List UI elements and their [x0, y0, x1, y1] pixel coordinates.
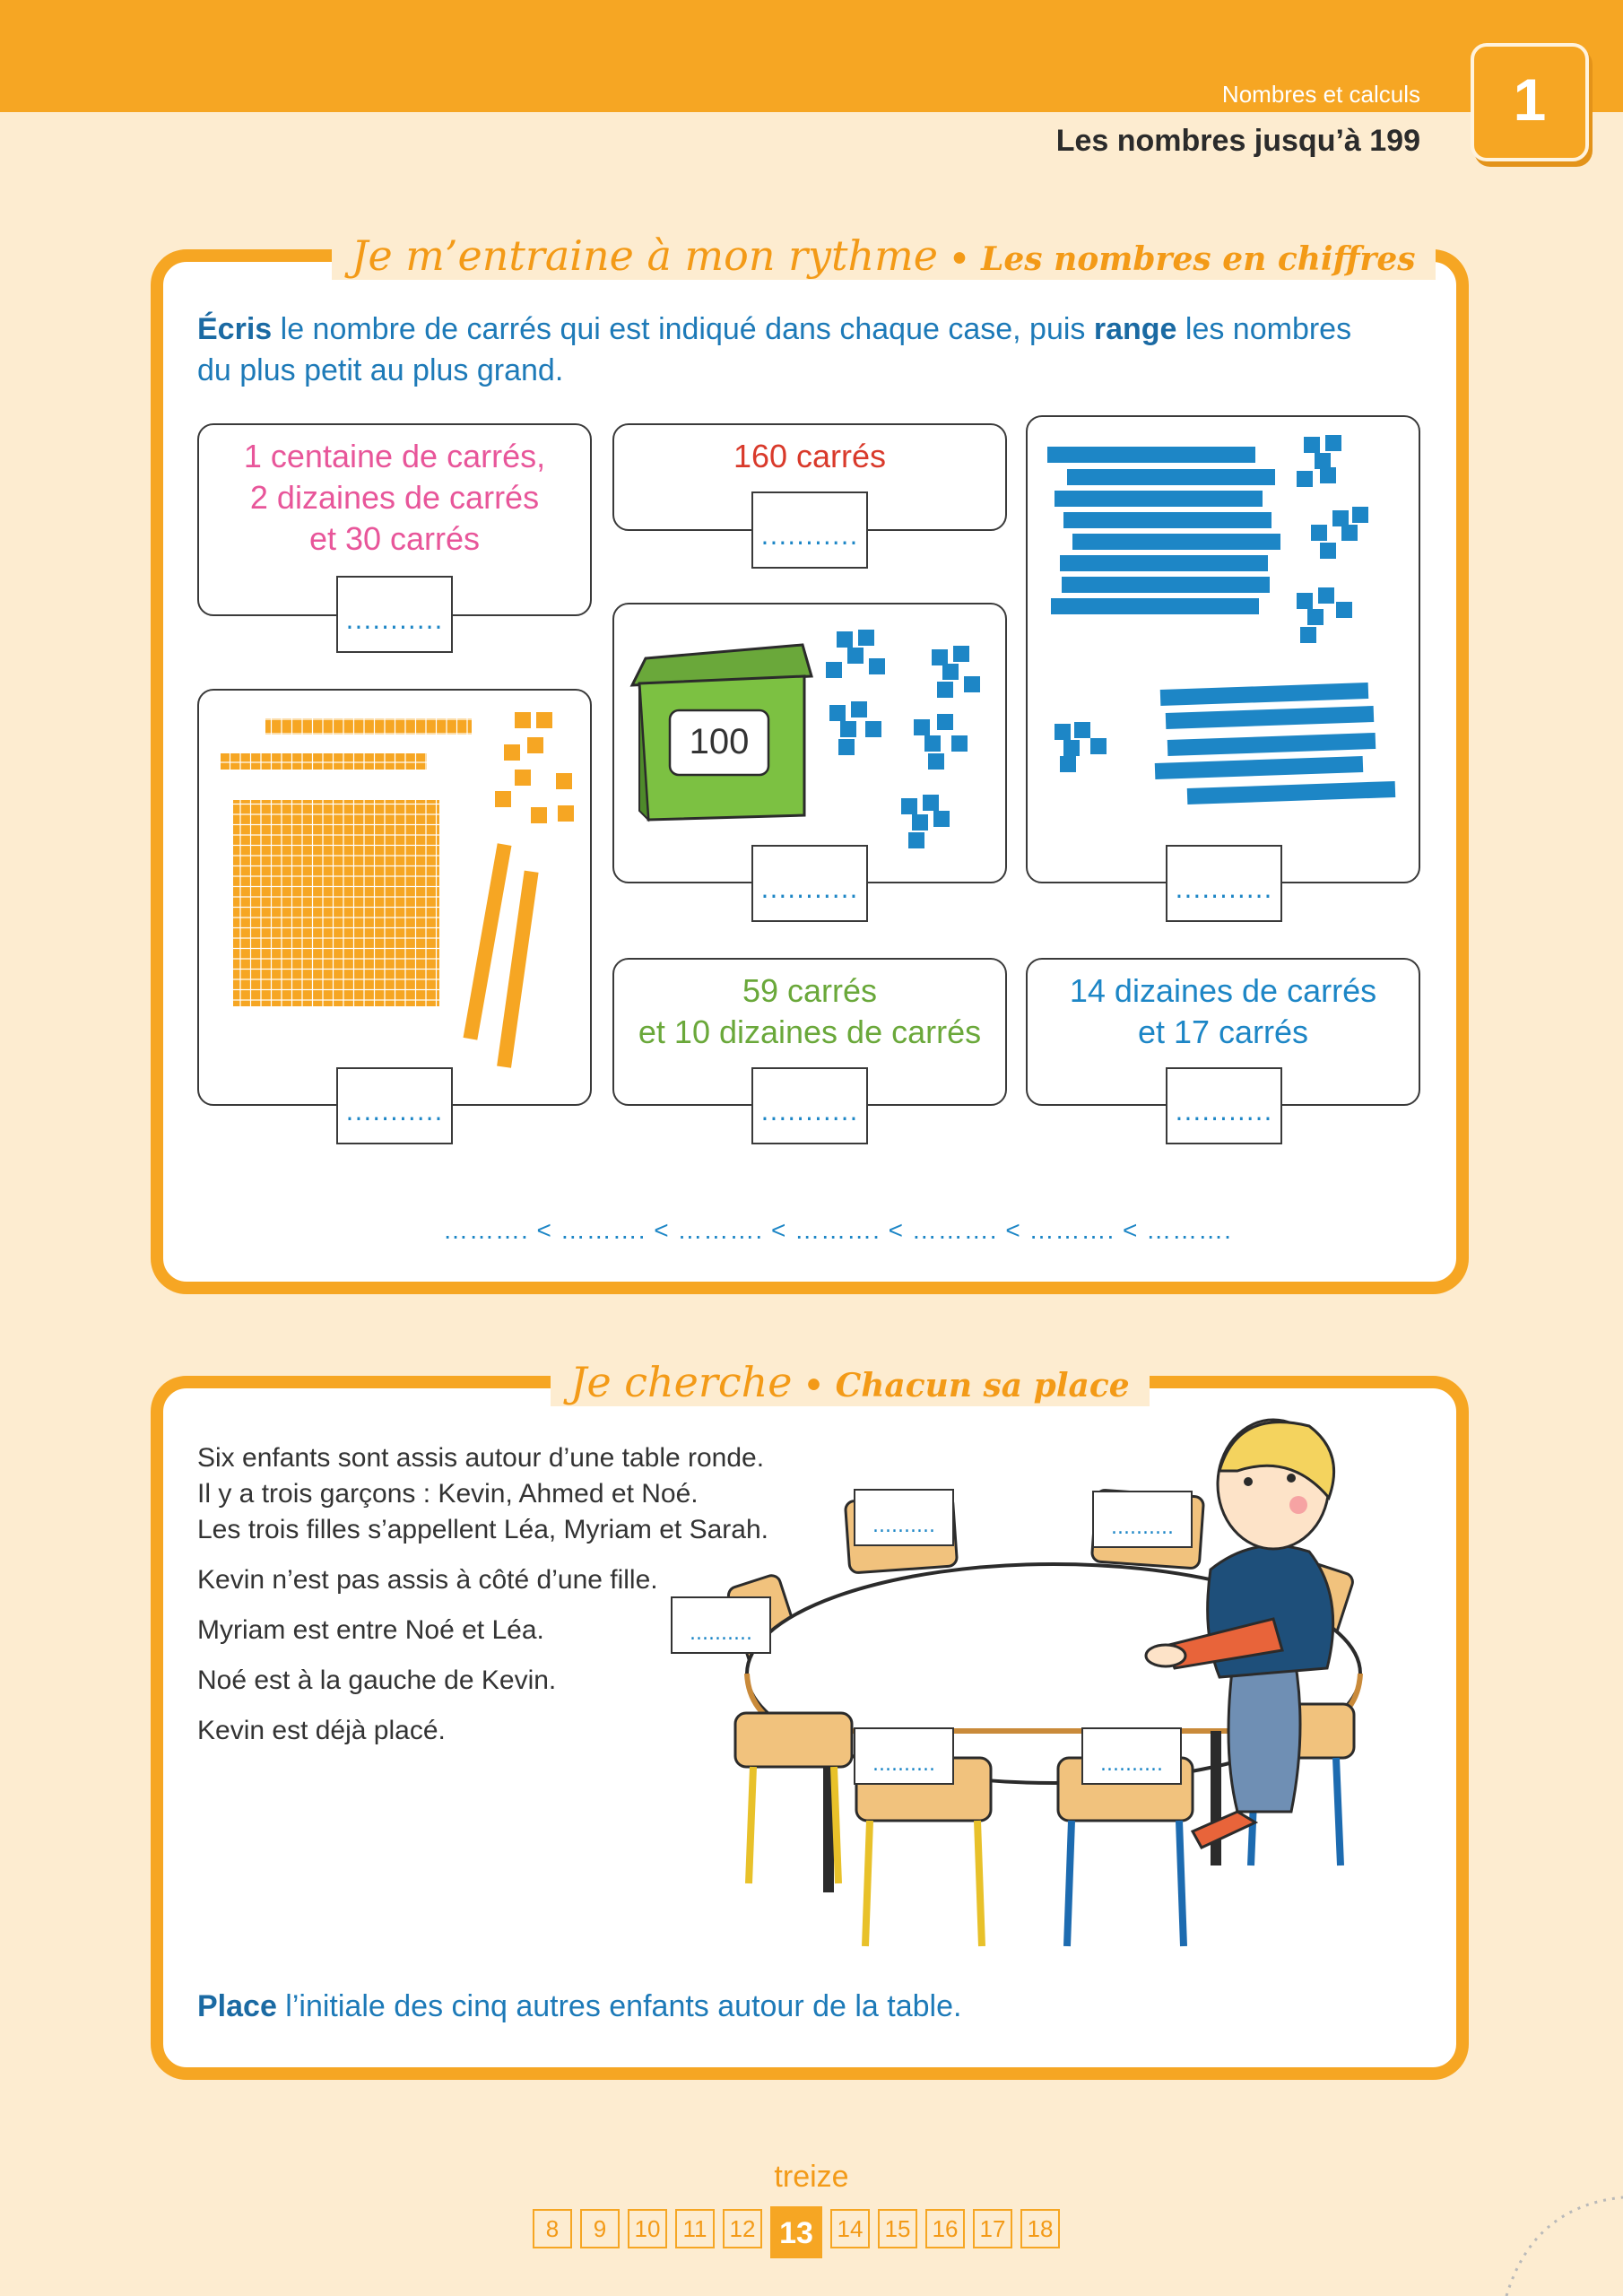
box-a-text [199, 436, 590, 560]
instruction-text-place: l’initiale des cinq autres enfants autour de la table. [276, 1989, 962, 2023]
corner-dotted-arc [1497, 2188, 1623, 2296]
instruction-verb-place: Place [197, 1989, 277, 2023]
section2-title-sub: Chacun sa place [835, 1367, 1130, 1405]
chair-label-1[interactable]: .......... [854, 1489, 954, 1546]
box-c-blocks [1028, 417, 1422, 885]
box-g [197, 689, 592, 1106]
instruction-verb-ecris: Écris [197, 312, 273, 346]
section1-instruction [197, 309, 1417, 391]
instruction-text-2: les nombres [1176, 312, 1352, 346]
answer-box-b[interactable]: ........... [751, 491, 868, 569]
box-d [612, 603, 1007, 883]
instruction-text-1: le nombre de carrés qui est indiqué dans chaque case, puis [272, 312, 1094, 346]
page-link-16[interactable]: 16 [925, 2209, 965, 2248]
box-e-line2: et 10 dizaines de carrés [638, 1013, 982, 1050]
answer-box-c[interactable]: ........... [1166, 845, 1282, 922]
instruction-line-2: du plus petit au plus grand. [197, 353, 564, 387]
answer-box-d[interactable]: ........... [751, 845, 868, 922]
page-link-current[interactable]: 13 [770, 2206, 822, 2258]
story-line-7: Kevin est déjà placé. [197, 1716, 446, 1745]
chair-label-5[interactable]: .......... [1081, 1727, 1182, 1785]
story-line-3: Les trois filles s’appellent Léa, Myriam et Sarah. [197, 1515, 768, 1544]
answer-box-g[interactable]: ........... [336, 1067, 453, 1144]
page-link-10[interactable]: 10 [628, 2209, 667, 2248]
answer-box-e[interactable]: ........... [751, 1067, 868, 1144]
round-table-illustration [664, 1417, 1417, 1964]
section1-title-sub: Les nombres en chiffres [981, 240, 1416, 278]
page-link-11[interactable]: 11 [675, 2209, 715, 2248]
story-line-2: Il y a trois garçons : Kevin, Ahmed et Noé. [197, 1479, 699, 1509]
box-a-line1: 1 centaine de carrés, [243, 438, 546, 474]
box-a-line2: 2 dizaines de carrés [249, 479, 540, 516]
answer-box-f[interactable]: ........... [1166, 1067, 1282, 1144]
section2-title-main: Je cherche [570, 1358, 793, 1406]
header-category: Nombres et calculs [1221, 81, 1420, 108]
story-line-4: Kevin n’est pas assis à côté d’une fille. [197, 1565, 658, 1595]
section2-instruction [197, 1986, 1363, 2027]
chair-label-2[interactable]: .......... [1092, 1491, 1193, 1548]
page-word: treize [774, 2160, 849, 2194]
jar-label: 100 [689, 722, 750, 761]
box-c [1026, 415, 1420, 883]
page-link-8[interactable]: 8 [533, 2209, 572, 2248]
section2-title [551, 1358, 1150, 1406]
box-f-line1: 14 dizaines de carrés [1069, 972, 1377, 1009]
page-link-12[interactable]: 12 [723, 2209, 762, 2248]
box-b-text: 160 carrés [733, 438, 887, 474]
box-f-line2: et 17 carrés [1137, 1013, 1309, 1050]
instruction-verb-range: range [1093, 312, 1177, 346]
page-link-14[interactable]: 14 [830, 2209, 870, 2248]
page-link-15[interactable]: 15 [878, 2209, 917, 2248]
section1-title-sep: • [938, 240, 982, 278]
box-e-text [614, 970, 1005, 1053]
section1-title-main: Je m’entraine à mon rythme [352, 231, 938, 280]
page-link-17[interactable]: 17 [973, 2209, 1012, 2248]
section1-title [332, 231, 1436, 280]
answer-box-a[interactable]: ........... [336, 576, 453, 653]
box-e-line1: 59 carrés [742, 972, 878, 1009]
box-f-text [1028, 970, 1419, 1053]
chair-label-3[interactable]: .......... [671, 1596, 771, 1654]
ordering-line[interactable]: ………. < ………. < ………. < ………. < ………. < ………. < ………. [443, 1216, 1232, 1244]
page-title: Les nombres jusqu’à 199 [1055, 124, 1420, 158]
chapter-tab: 1 [1471, 43, 1589, 161]
page-link-18[interactable]: 18 [1020, 2209, 1060, 2248]
story-line-6: Noé est à la gauche de Kevin. [197, 1665, 557, 1695]
section2-title-sep: • [792, 1367, 836, 1405]
box-a-line3: et 30 carrés [308, 520, 481, 557]
page-nav [533, 2206, 1068, 2258]
story-line-1: Six enfants sont assis autour d’une table ronde. [197, 1443, 765, 1473]
page-link-9[interactable]: 9 [580, 2209, 620, 2248]
box-g-blocks [199, 691, 594, 1108]
chair-label-4[interactable]: .......... [854, 1727, 954, 1785]
story-line-5: Myriam est entre Noé et Léa. [197, 1615, 544, 1645]
